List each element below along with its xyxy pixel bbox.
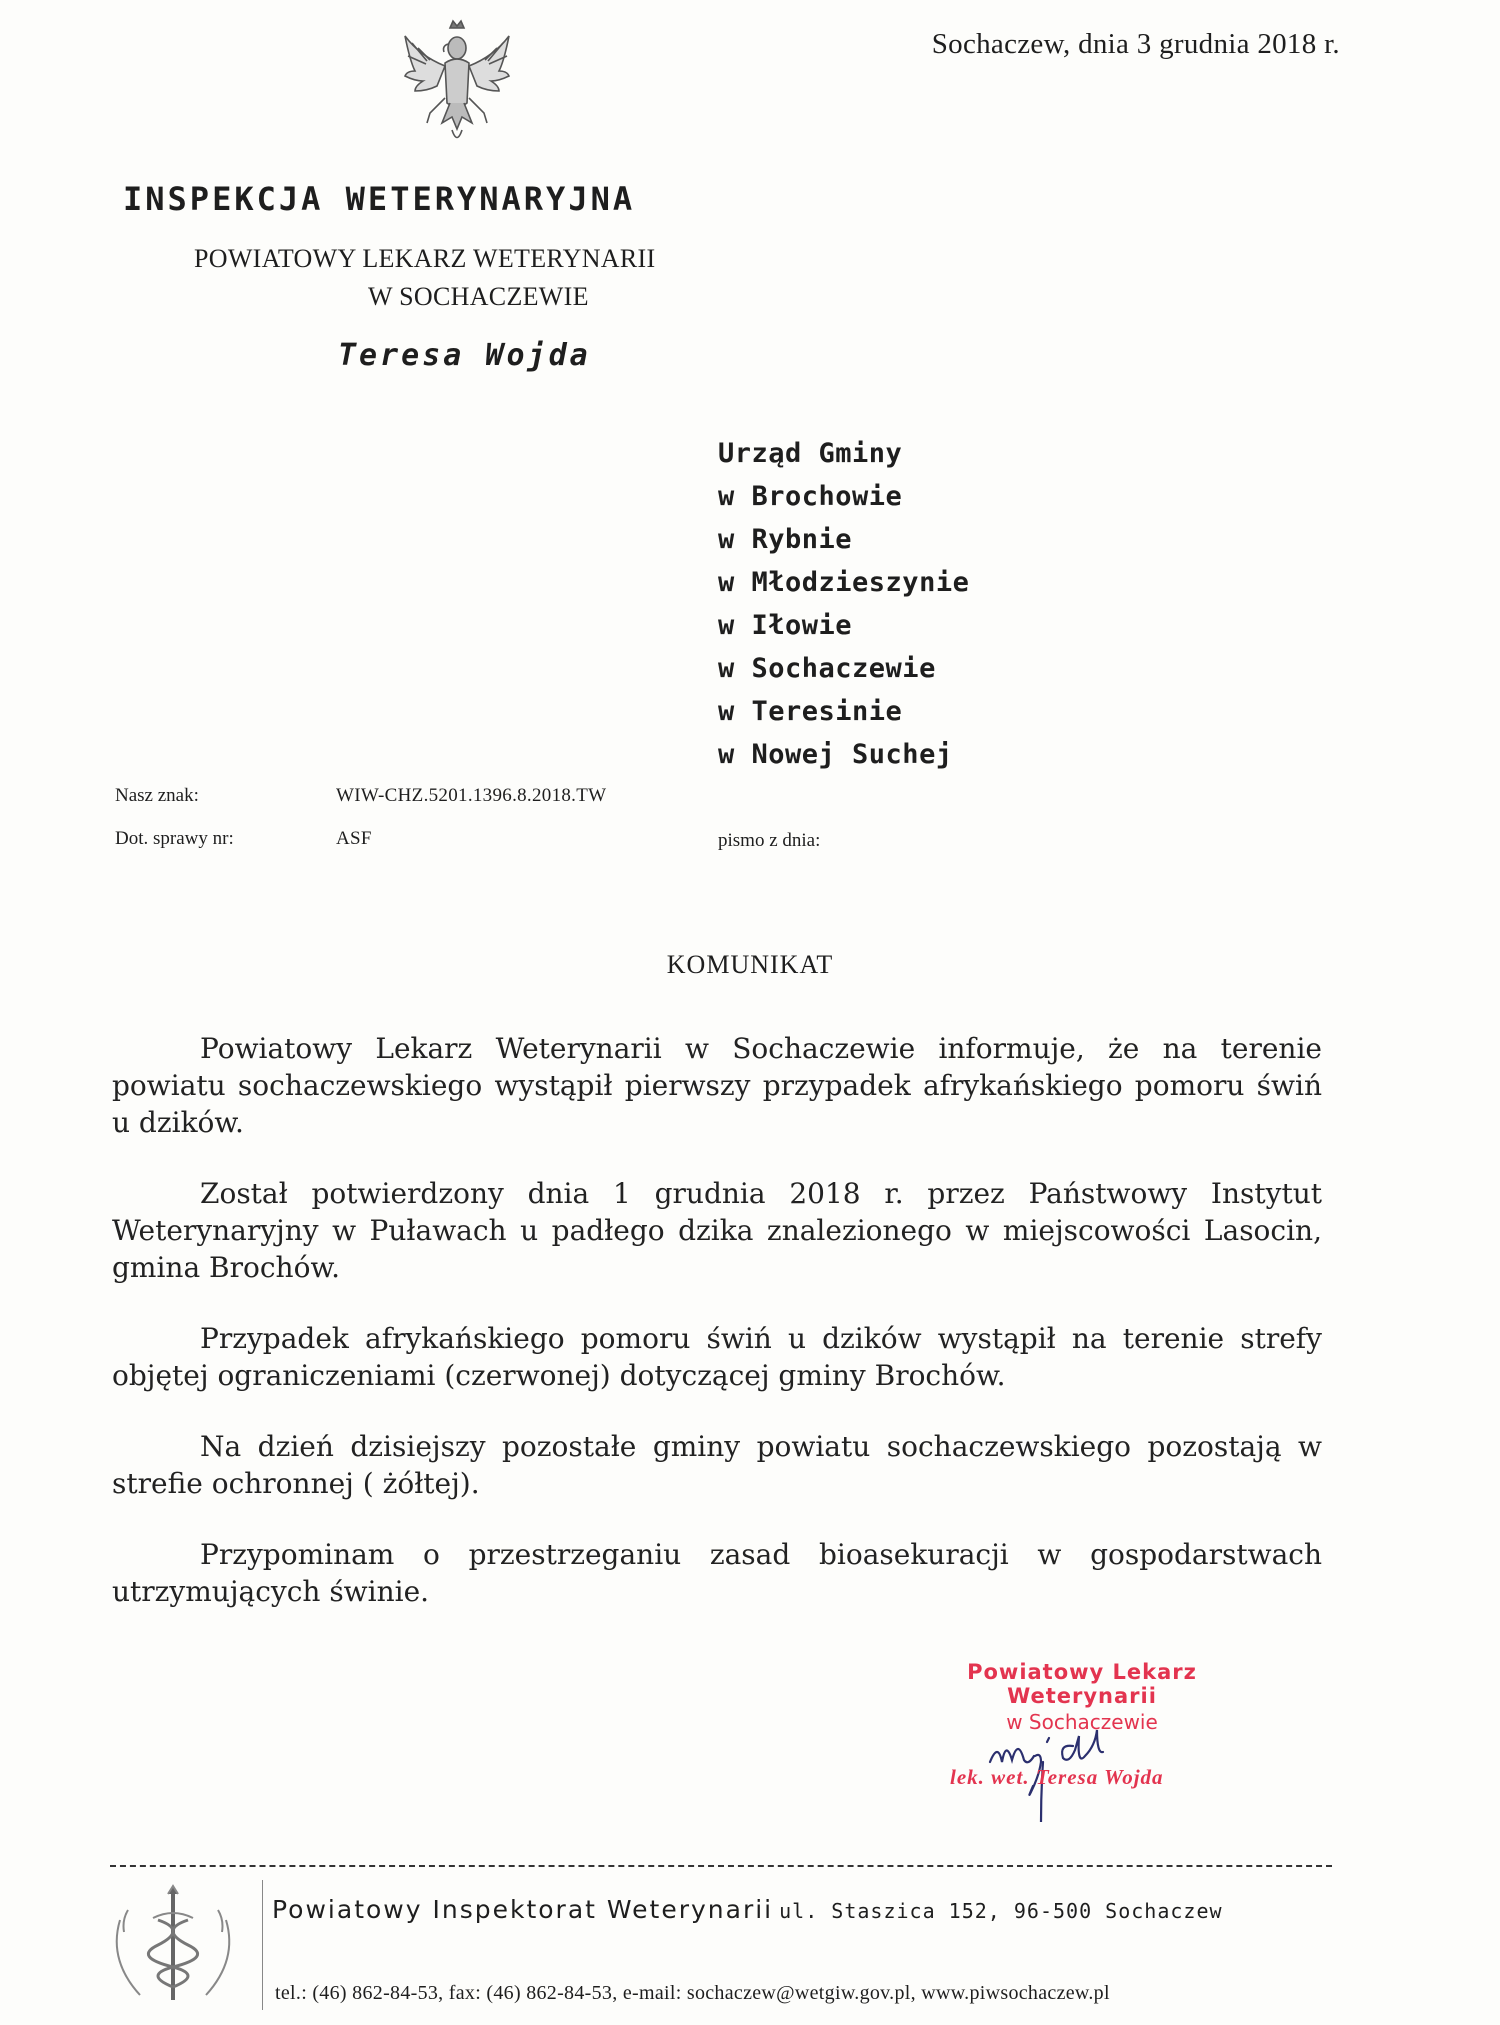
body-paragraph: Na dzień dzisiejszy pozostałe gminy powiatu sochaczewskiego pozostają w strefie ochronnej ( żółtej). xyxy=(112,1430,1322,1500)
body-paragraph: Został potwierdzony dnia 1 grudnia 2018 r. przez Państwowy Instytut Weterynaryjny w Puławach u padłego dzika znalezionego w miejscowości Lasocin, gmina Brochów. xyxy=(112,1177,1322,1284)
body-paragraph: Przypadek afrykańskiego pomoru świń u dzików wystąpił na terenie strefy objętej ograniczeniami (czerwonej) dotyczącej gminy Brochów. xyxy=(112,1322,1322,1392)
our-sign-value: WIW-CHZ.5201.1396.8.2018.TW xyxy=(336,785,607,806)
body-paragraph: Przypominam o przestrzeganiu zasad bioasekuracji w gospodarstwach utrzymujących świnie. xyxy=(112,1538,1322,1608)
footer-address: ul. Staszica 152, 96-500 Sochaczew xyxy=(779,1899,1223,1923)
institution-name: INSPEKCJA WETERYNARYJNA xyxy=(123,180,636,218)
recipient-block xyxy=(718,432,969,776)
recipient-line: Urząd Gminy xyxy=(718,438,903,469)
office-title-line1: POWIATOWY LEKARZ WETERYNARII xyxy=(194,244,656,273)
footer-org-name: Powiatowy Inspektorat Weterynarii xyxy=(272,1895,774,1924)
stamp-signatory: lek. wet. Teresa Wojda xyxy=(950,1765,1164,1789)
sender-name: Teresa Wojda xyxy=(338,338,591,373)
letter-date-label: pismo z dnia: xyxy=(718,830,821,851)
recipient-line: w Iłowie xyxy=(718,610,853,641)
document-heading: KOMUNIKAT xyxy=(666,950,834,979)
recipient-line: w Rybnie xyxy=(718,524,853,555)
document-date: Sochaczew, dnia 3 grudnia 2018 r. xyxy=(931,28,1340,60)
office-title-line2: W SOCHACZEWIE xyxy=(368,282,589,311)
recipient-line: w Nowej Suchej xyxy=(718,739,953,770)
document-body xyxy=(112,1030,1322,1644)
body-paragraph: Powiatowy Lekarz Weterynarii w Sochaczewie informuje, że na terenie powiatu sochaczewskiego wystąpił pierwszy przypadek afrykańskiego pomoru świń u dzików. xyxy=(112,1032,1322,1139)
our-sign-label: Nasz znak: xyxy=(115,785,199,806)
recipient-line: w Teresinie xyxy=(718,696,903,727)
stamp-location: w Sochaczewie xyxy=(1006,1710,1158,1734)
case-number-value: ASF xyxy=(336,828,372,849)
footer-contact: tel.: (46) 862-84-53, fax: (46) 862-84-53, e-mail: sochaczew@wetgiw.gov.pl, www.piwsochaczew.pl xyxy=(275,1982,1110,2004)
stamp-title: Powiatowy Lekarz Weterynarii xyxy=(967,1660,1197,1708)
footer-vertical-rule xyxy=(262,1880,263,2010)
caduceus-icon xyxy=(98,1880,248,2015)
recipient-line: w Brochowie xyxy=(718,481,903,512)
recipient-line: w Sochaczewie xyxy=(718,653,936,684)
footer-divider-line xyxy=(110,1865,1332,1867)
polish-eagle-icon xyxy=(400,18,515,158)
recipient-line: w Młodzieszynie xyxy=(718,567,970,598)
footer-org-line xyxy=(272,1895,1223,1924)
case-number-label: Dot. sprawy nr: xyxy=(115,828,234,849)
